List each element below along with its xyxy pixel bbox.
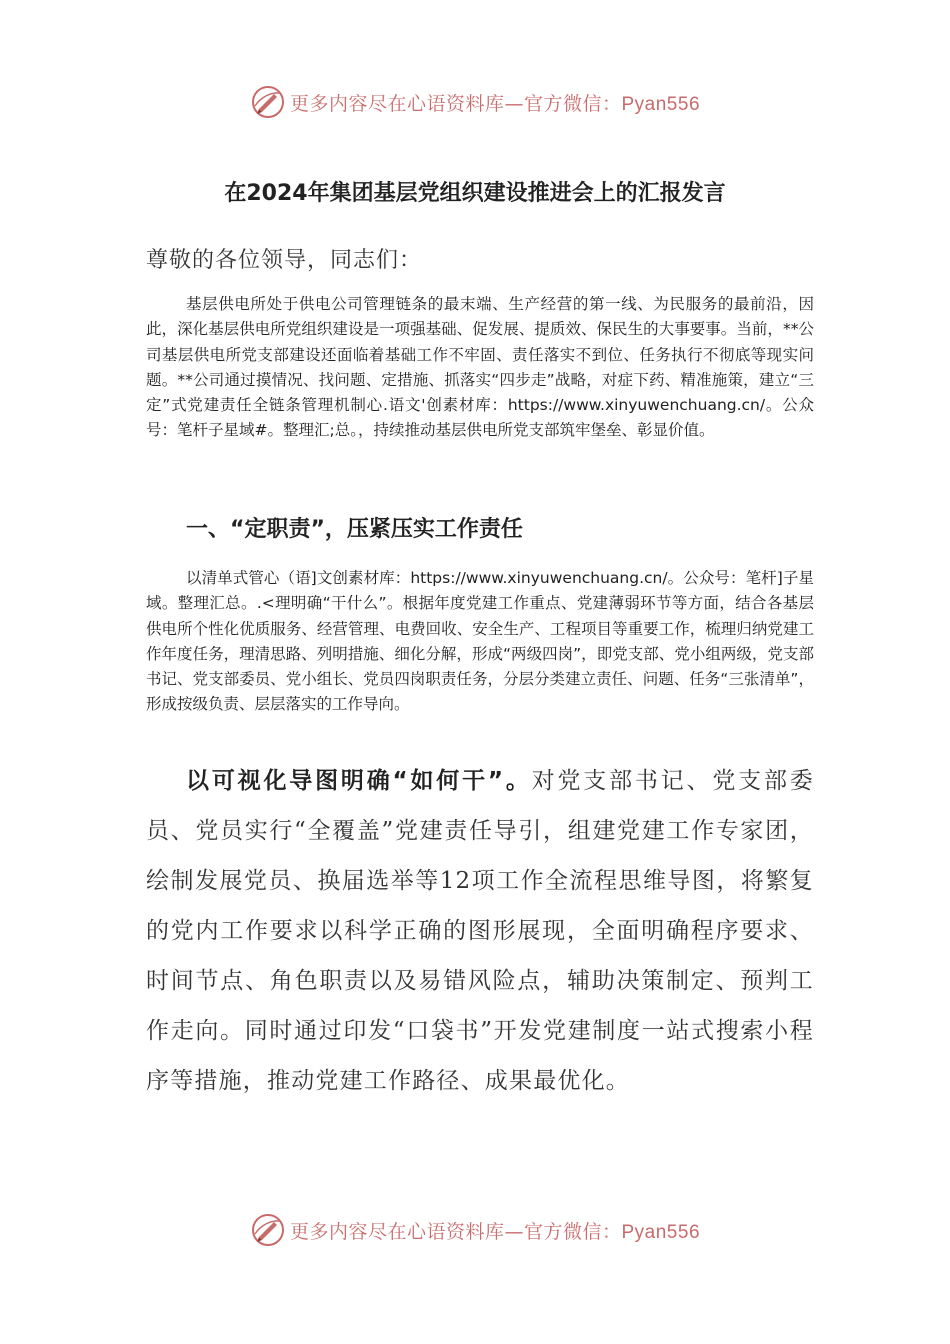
section-heading-1: 一、“定职责”，压紧压实工作责任: [186, 517, 523, 542]
watermark-text: 更多内容尽在心语资料库—官方微信：Pyan556: [289, 1220, 701, 1243]
header-watermark: [0, 80, 950, 124]
footer-watermark: [0, 1208, 950, 1252]
pen-logo-icon: [250, 84, 286, 120]
greeting: 尊敬的各位领导，同志们：: [146, 248, 423, 273]
watermark-text: 更多内容尽在心语资料库—官方微信：Pyan556: [289, 92, 701, 115]
document-title: 在2024年集团基层党组织建设推进会上的汇报发言: [224, 181, 726, 206]
paragraph-checklist: 以清单式管心（语]文创素材库：https://www.xinyuwenchuang.cn/。公众号：笔杆]子星域。整理汇总。.<理明确“干什么”。根据年度党建工作重点、党建薄弱环节等方面，结合各基层供电所个性化优质服务、经营管理、电费回收、安全生产、工程项目等重要工作，梳理归纳党建工作年度任务，理清思路、列明措施、细化分解，形成“两级四岗”，即党支部、党小组两级，党支部书记、党支部委员、党小组长、党员四岗职责任务，分层分类建立责任、问题、任务“三张清单”，形成按级负责、层层落实的工作导向。: [146, 569, 814, 714]
pen-logo-icon: [250, 1212, 286, 1248]
paragraph-intro: 基层供电所处于供电公司管理链条的最末端、生产经营的第一线、为民服务的最前沿，因此，深化基层供电所党组织建设是一项强基础、促发展、提质效、保民生的大事要事。当前，**公司基层供电所党支部建设还面临着基础工作不牢固、责任落实不到位、任务执行不彻底等现实问题。**公司通过摸情况、找问题、定措施、抓落实“四步走”战略，对症下药、精准施策，建立“三定”式党建责任全链条管理机制心.语文'创素材库：https://www.xinyuwenchuang.cn/。公众号：笔杆子星域#。整理汇;总。，持续推动基层供电所党支部筑牢堡垒、彰显价值。: [146, 295, 814, 440]
paragraph-mindmap: [146, 756, 814, 1106]
paragraph-mindmap-body: 对党支部书记、党支部委员、党员实行“全覆盖”党建责任导引，组建党建工作专家团，绘制发展党员、换届选举等12项工作全流程思维导图，将繁复的党内工作要求以科学正确的图形展现，全面明确程序要求、时间节点、角色职责以及易错风险点，辅助决策制定、预判工作走向。同时通过印发“口袋书”开发党建制度一站式搜索小程序等措施，推动党建工作路径、成果最优化。: [146, 768, 814, 1094]
paragraph-mindmap-lead: 以可视化导图明确“如何干”。: [186, 768, 532, 794]
